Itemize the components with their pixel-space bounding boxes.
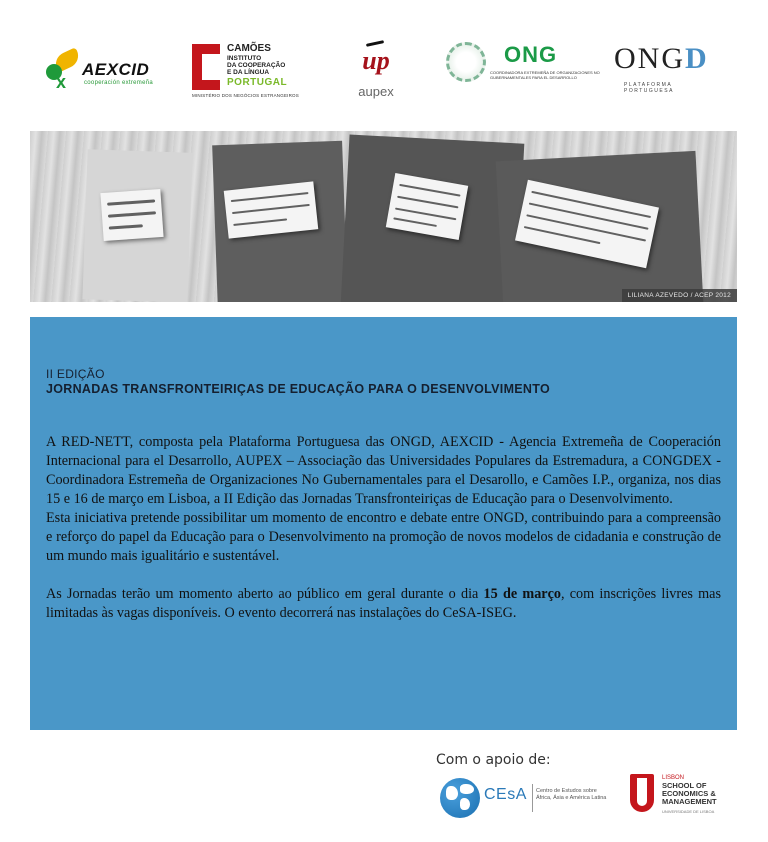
ongd-name-main: ONG <box>614 42 685 75</box>
iseg-line: SCHOOL OF <box>662 781 707 790</box>
congdex-logo <box>446 42 600 98</box>
paragraph-text: , com inscrições livres mas limitadas às vagas disponíveis. O evento decorrerá nas instalações do CeSA-ISEG. <box>46 586 721 621</box>
ongd-subtitle: PLATAFORMA PORTUGUESA <box>624 82 674 94</box>
photo-credit: LILIANA AZEVEDO / ACEP 2012 <box>622 289 737 302</box>
cesa-desc-line: África, Ásia e América Latina <box>536 795 607 801</box>
highlight-date: 15 de março <box>483 586 561 602</box>
camoes-lines <box>227 55 285 76</box>
shield-stripe <box>637 778 647 806</box>
aupex-logo <box>344 42 408 102</box>
paragraph-text: As Jornadas terão um momento aberto ao público em geral durante o dia <box>46 586 484 602</box>
globe-icon <box>440 778 480 818</box>
camoes-country: PORTUGAL <box>227 77 288 88</box>
photo-note <box>100 189 163 241</box>
iseg-line: LISBON <box>662 775 685 781</box>
banner-photo <box>30 131 737 302</box>
ongd-logo <box>614 42 724 98</box>
support-section <box>436 752 736 832</box>
scribble <box>108 211 156 217</box>
camoes-line: DA COOPERAÇÃO <box>227 62 286 69</box>
scribble <box>399 184 460 197</box>
divider <box>532 784 533 812</box>
scribble <box>107 199 155 205</box>
support-label: Com o apoio de: <box>436 752 551 768</box>
aexcid-subtitle: cooperación extremeña <box>84 80 154 86</box>
scribble <box>393 217 437 227</box>
scribble <box>529 203 649 230</box>
iseg-line: UNIVERSIDADE DE LISBOA <box>662 809 715 814</box>
camoes-logo <box>192 44 302 102</box>
globe-land <box>446 786 458 800</box>
paragraph-organizers: A RED-NETT, composta pela Plataforma Portuguesa das ONGD, AEXCID - Agencia Extremeña de Cooperación Internacional para el Desarrollo, AUPEX – Associação das Universidades Populares da Estremadura, a CONGDEX - Coordinadora Estremeña de Organizaciones No Gubernamentales para el Desarollo, e Camões I.P., organiza, nos dias 15 e 16 de março em Lisboa, a II Edição das Jornadas Transfronteiriças de Educação para o Desenvolvimento. <box>46 434 721 507</box>
iseg-line: MANAGEMENT <box>662 797 717 806</box>
scribble <box>397 196 458 209</box>
cesa-description <box>536 788 616 802</box>
photo-note <box>224 181 319 238</box>
camoes-c-icon <box>192 44 220 90</box>
globe-icon <box>446 42 486 82</box>
aupex-name: aupex <box>358 84 394 99</box>
ongd-name <box>614 42 709 76</box>
edition-label: II EDIÇÃO <box>46 367 105 381</box>
paragraph-objective: Esta iniciativa pretende possibilitar um momento de encontro e debate entre ONGD, contribuindo para a compreensão e reforço do papel da Educação para o Desenvolvimento na promoção de novos modelos de cidadania e construção de um mundo mais igualitário e sustentável. <box>46 510 721 564</box>
aexcid-logo <box>42 48 162 98</box>
congdex-name: ONG <box>504 42 558 67</box>
camoes-line: INSTITUTO <box>227 55 262 62</box>
paragraph-public-session <box>46 585 721 623</box>
camoes-name: CAMÕES <box>227 43 271 54</box>
shield-icon <box>630 774 654 812</box>
camoes-ministry: MINISTÉRIO DOS NEGÓCIOS ESTRANGEIROS <box>192 93 299 98</box>
cesa-logo <box>440 778 607 820</box>
globe-land <box>460 798 470 810</box>
aexcid-x-mark: x <box>56 72 67 92</box>
aexcid-name: AEXCID <box>82 60 150 79</box>
info-panel <box>30 317 737 730</box>
cesa-name: CEsA <box>484 786 527 803</box>
partner-logos-row <box>0 38 768 108</box>
aupex-mark: up <box>362 46 390 75</box>
scribble <box>233 218 287 226</box>
event-title: JORNADAS TRANSFRONTEIRIÇAS DE EDUCAÇÃO PARA O DESENVOLVIMENTO <box>46 382 550 396</box>
scribble <box>232 204 310 214</box>
cesa-desc-line: Centro de Estudos sobre <box>536 788 597 794</box>
camoes-line: E DA LÍNGUA <box>227 69 270 76</box>
iseg-logo <box>630 774 740 824</box>
congdex-subtitle: COORDINADORA EXTREMEÑA DE ORGANIZACIONES NO GUBERNAMENTALES PARA EL DESARROLLO <box>490 70 600 80</box>
globe-land <box>460 784 474 794</box>
scribble <box>109 224 143 229</box>
ongd-name-accent: D <box>685 42 709 75</box>
scribble <box>231 192 309 202</box>
iseg-line: ECONOMICS & <box>662 789 716 798</box>
scribble <box>526 214 646 241</box>
